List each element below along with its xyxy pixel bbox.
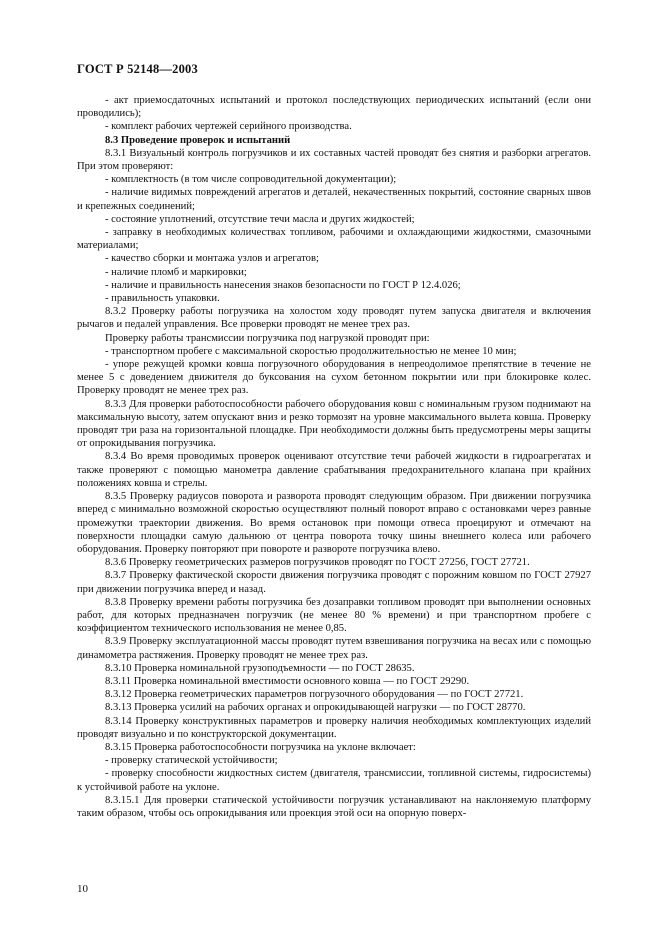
paragraph: 8.3.4 Во время проводимых проверок оценивают отсутствие течи рабочей жидкости в гидроагрегатах и также проверяют с помощью манометра давление срабатывания предохранительного клапана при крайних положениях ковша и стрелы.	[77, 451, 591, 489]
standard-header: ГОСТ Р 52148—2003	[77, 62, 198, 76]
paragraph: - комплект рабочих чертежей серийного производства.	[105, 121, 352, 133]
paragraph: - проверку статической устойчивости;	[105, 755, 278, 767]
paragraph: 8.3.6 Проверку геометрических размеров погрузчиков проводят по ГОСТ 27256, ГОСТ 27721.	[105, 557, 530, 569]
paragraph: - проверку способности жидкостных систем (двигателя, трансмиссии, топливной системы, гидросистемы) к устойчивой работе на уклоне.	[77, 768, 591, 793]
paragraph: Проверку работы трансмиссии погрузчика под нагрузкой проводят при:	[105, 332, 430, 344]
page-number: 10	[77, 883, 88, 895]
paragraph: 8.3.15 Проверка работоспособности погрузчика на уклоне включает:	[105, 741, 416, 753]
paragraph: 8.3.9 Проверку эксплуатационной массы проводят путем взвешивания погрузчика на весах или с помощью динамометра растяжения. Проверку проводят не менее трех раз.	[77, 636, 591, 661]
paragraph: - упоре режущей кромки ковша погрузочного оборудования в непреодолимое препятствие в течение не менее 5 с доведением движителя до буксования на сухом бетонном покрытии или при блокировке колес. Проверку проводят не менее трех раз.	[77, 359, 591, 397]
paragraph: - наличие и правильность нанесения знаков безопасности по ГОСТ Р 12.4.026;	[105, 279, 461, 291]
paragraph: - наличие видимых повреждений агрегатов и деталей, некачественных покрытий, состояние сварных швов и крепежных соединений;	[77, 187, 591, 212]
paragraph: - заправку в необходимых количествах топливом, рабочими и охлаждающими жидкостями, смазочными материалами;	[77, 227, 591, 252]
paragraph: 8.3.10 Проверка номинальной грузоподъемности — по ГОСТ 28635.	[105, 662, 415, 674]
paragraph: 8.3.15.1 Для проверки статической устойчивости погрузчик устанавливают на наклоняемую платформу таким образом, чтобы ось опрокидывания или проекция этой оси на опорную поверх-	[77, 794, 591, 819]
paragraph: 8.3.13 Проверка усилий на рабочих органах и опрокидывающей нагрузки — по ГОСТ 28770.	[105, 702, 526, 714]
paragraph: 8.3.5 Проверку радиусов поворота и разворота проводят следующим образом. При движении погрузчика вперед с минимально возможной скоростью осуществляют полный поворот вправо с остановками через равные промежутки траектории движения. Во время остановок при помощи отвеса проецируют и отмечают на поверхности площадки самую дальнюю от центра поворота точку шины внешнего колеса или рабочего оборудования. Проверку повторяют при повороте и развороте погрузчика влево.	[77, 491, 591, 555]
paragraph: - транспортном пробеге с максимальной скоростью продолжительностью не менее 10 мин;	[105, 345, 517, 357]
paragraph: 8.3.11 Проверка номинальной вместимости основного ковша — по ГОСТ 29290.	[105, 675, 470, 687]
paragraph: - правильность упаковки.	[105, 293, 220, 305]
section-heading: 8.3 Проведение проверок и испытаний	[105, 134, 291, 146]
paragraph: - наличие пломб и маркировки;	[105, 266, 247, 278]
paragraph: - акт приемосдаточных испытаний и протокол последствующих периодических испытаний (если они проводились);	[77, 95, 591, 120]
paragraph: 8.3.8 Проверку времени работы погрузчика без дозаправки топливом проводят при выполнении основных работ, для которых предназначен погрузчик (не менее 80 % времени) и при транспортном пробеге с коэффициентом технического использования не менее 0,85.	[77, 596, 591, 635]
body-text	[77, 94, 591, 820]
paragraph: 8.3.12 Проверка геометрических параметров погрузочного оборудования — по ГОСТ 27721.	[105, 689, 524, 701]
paragraph: 8.3.2 Проверку работы погрузчика на холостом ходу проводят путем запуска двигателя и включения рычагов и педалей управления. Все проверки проводят не менее трех раз.	[77, 306, 591, 331]
paragraph: 8.3.14 Проверку конструктивных параметров и проверку наличия необходимых комплектующих изделий проводят визуально и по конструкторской документации.	[77, 715, 591, 740]
paragraph: - качество сборки и монтажа узлов и агрегатов;	[105, 253, 319, 265]
paragraph: - комплектность (в том числе сопроводительной документации);	[105, 174, 397, 186]
paragraph: 8.3.7 Проверку фактической скорости движения погрузчика проводят с порожним ковшом по ГОСТ 27927 при движении погрузчика вперед и назад.	[77, 570, 591, 595]
paragraph: 8.3.3 Для проверки работоспособности рабочего оборудования ковш с номинальным грузом поднимают на максимальную высоту, затем опускают вниз и резко тормозят на уровне максимального вылета ковша. Проверку проводят три раза на горизонтальной площадке. При необходимости должны быть предусмотрены меры защиты от опрокидывания погрузчика.	[77, 398, 591, 450]
paragraph: 8.3.1 Визуальный контроль погрузчиков и их составных частей проводят без снятия и разборки агрегатов. При этом проверяют:	[77, 147, 591, 173]
paragraph: - состояние уплотнений, отсутствие течи масла и других жидкостей;	[105, 213, 415, 225]
